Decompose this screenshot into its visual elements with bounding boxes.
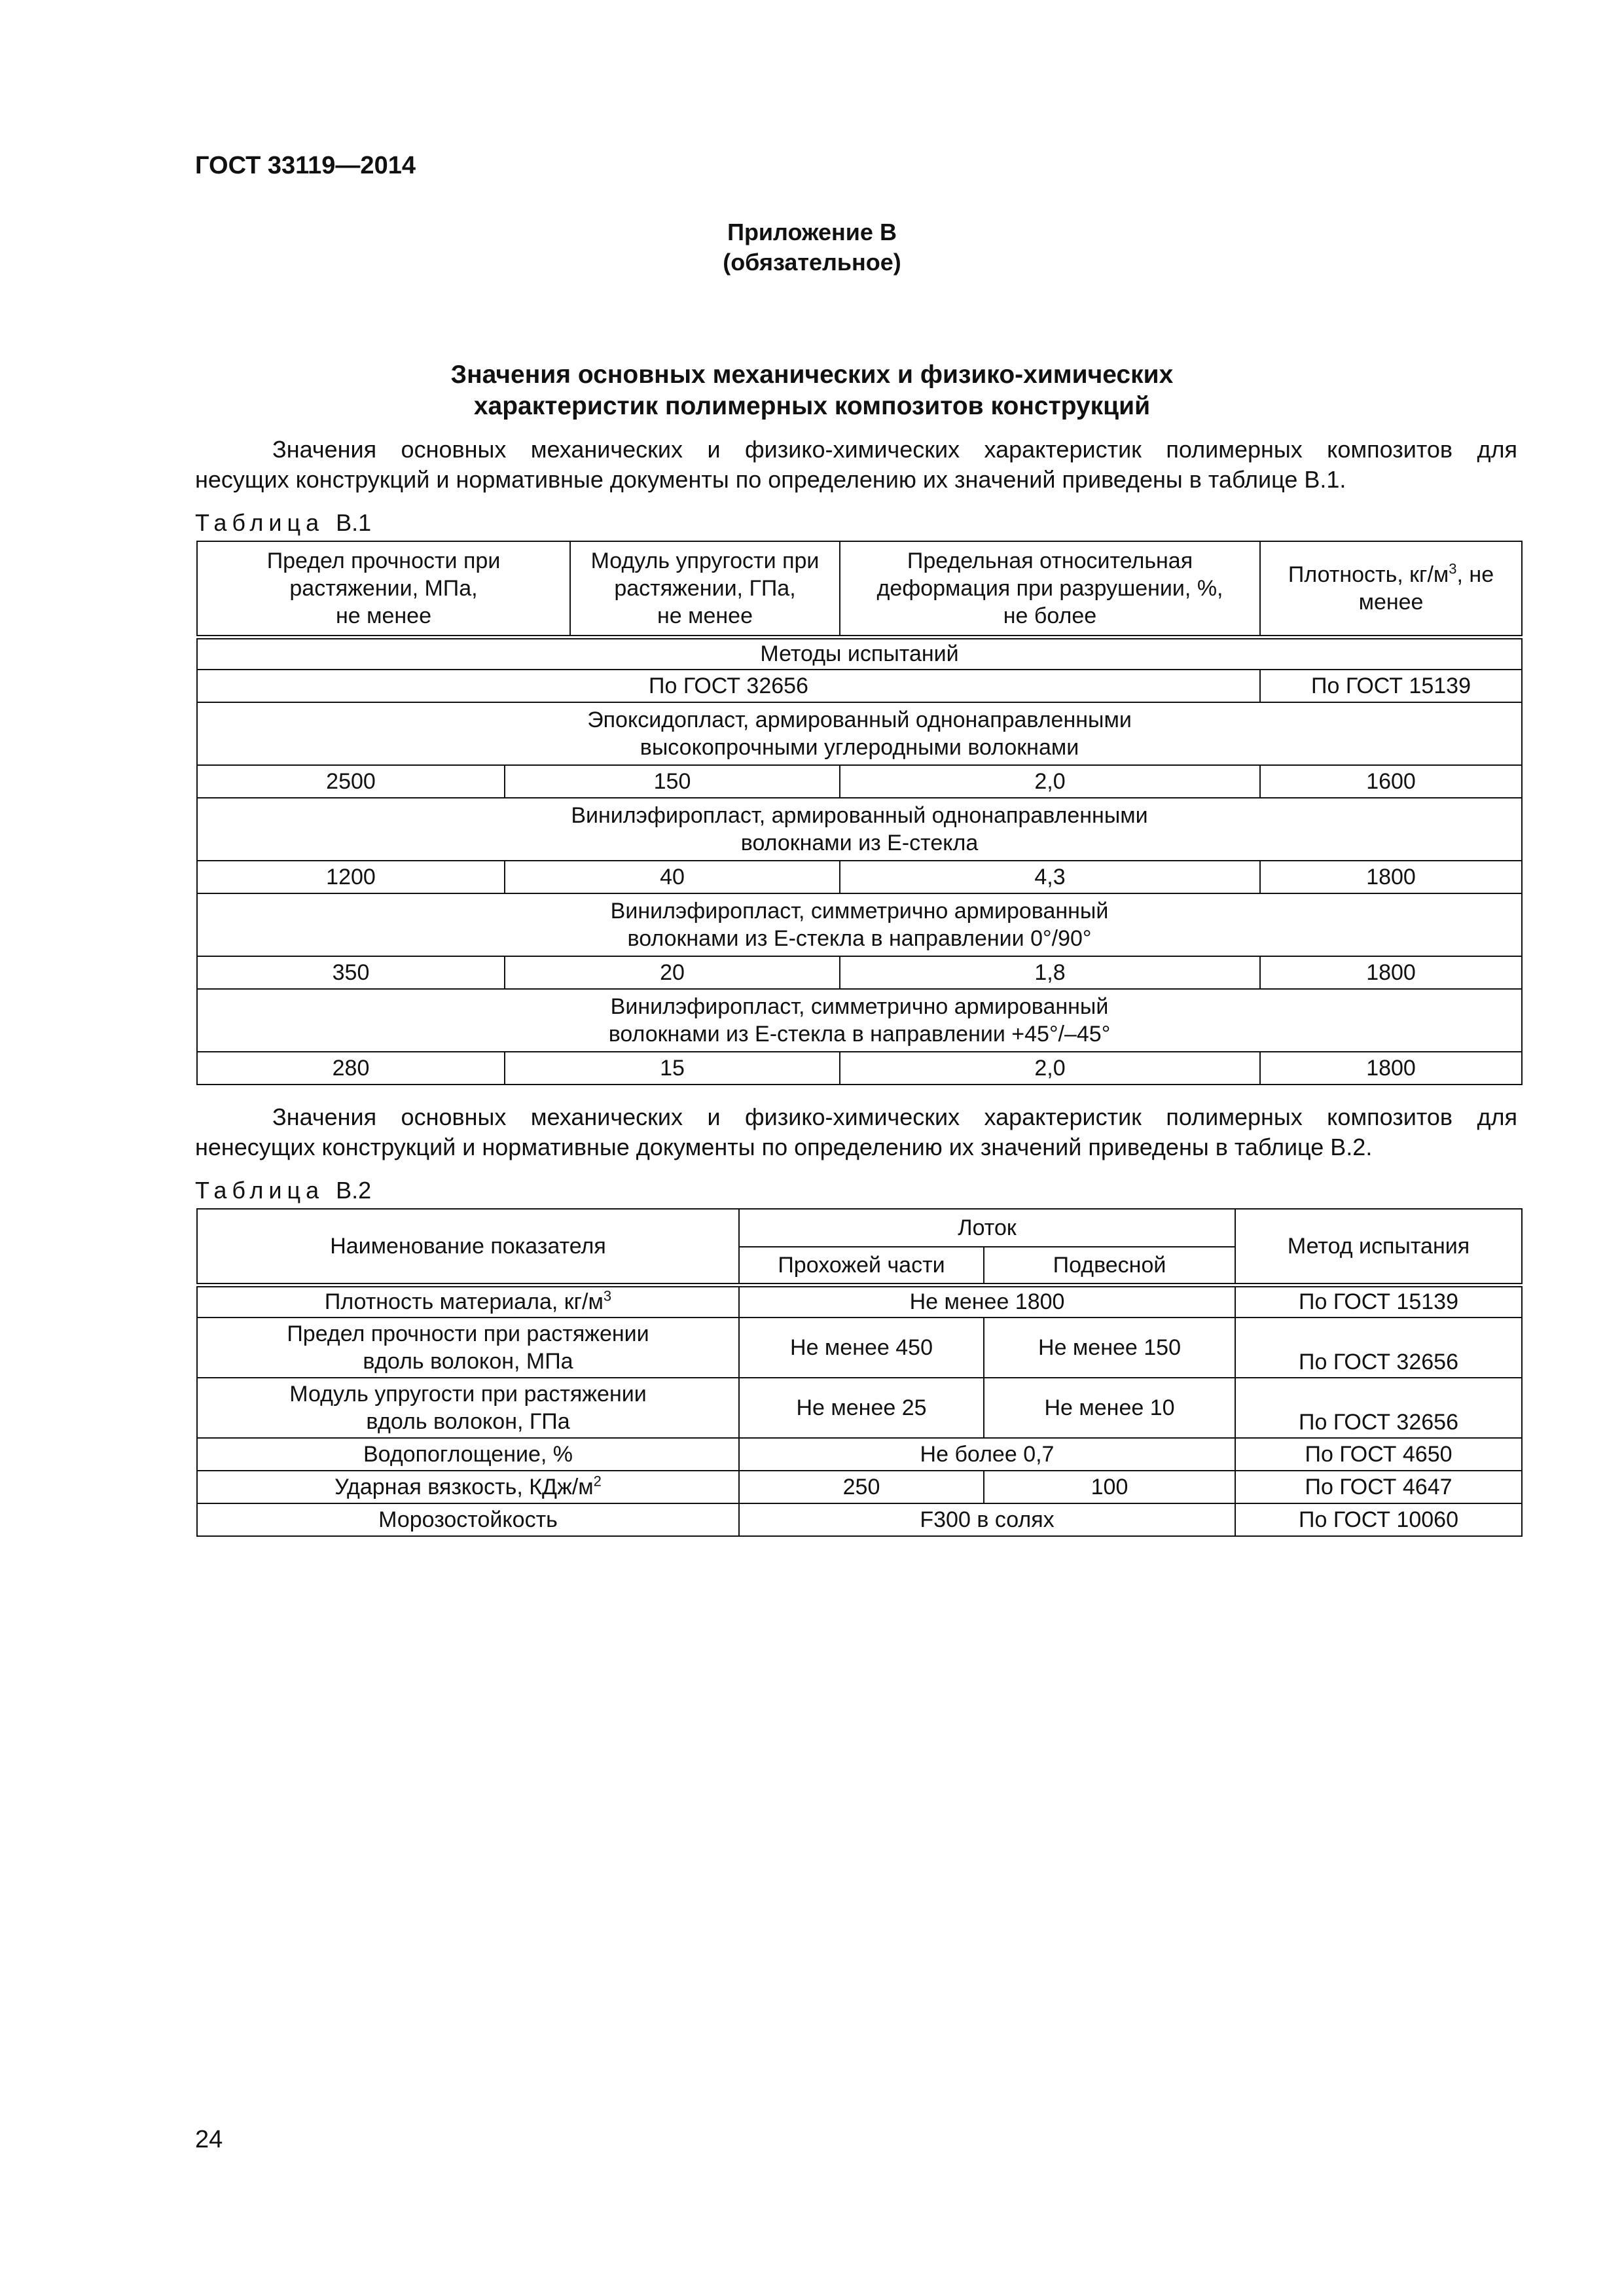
- indicator-name: Ударная вязкость, КДж/$м^2$: [197, 1471, 739, 1503]
- table-b1: [196, 541, 1523, 1085]
- value-density: 1800: [1260, 1052, 1522, 1085]
- section-title-line2: характеристик полимерных композитов конструкций: [473, 392, 1151, 420]
- table-row: [197, 1471, 1522, 1503]
- method-gost-15139: По ГОСТ 15139: [1260, 670, 1522, 702]
- standard-header: ГОСТ 33119—2014: [195, 152, 416, 179]
- value-ultimate-strain: 1,8: [840, 956, 1260, 989]
- value-density: 1800: [1260, 861, 1522, 893]
- indicator-name: Предел прочности при растяжении вдоль волокон, МПа: [197, 1318, 739, 1378]
- table2-caption: [195, 1177, 371, 1204]
- indicator-value-walkway: 250: [739, 1471, 984, 1503]
- material-name: Эпоксидопласт, армированный однонаправленными высокопрочными углеродными волокнами: [197, 702, 1522, 765]
- value-elastic-modulus: 20: [505, 956, 840, 989]
- table-row: [197, 1378, 1522, 1438]
- paragraph-line: несущих конструкций и нормативные документы по определению их значений приведены в таблице В.1.: [195, 466, 1346, 493]
- methods-label: Методы испытаний: [197, 637, 1522, 670]
- table-caption-number: В.1: [336, 509, 372, 536]
- value-tensile-strength: 280: [197, 1052, 505, 1085]
- method-gost-32656: По ГОСТ 32656: [197, 670, 1260, 702]
- indicator-method: По ГОСТ 4647: [1235, 1471, 1522, 1503]
- value-elastic-modulus: 15: [505, 1052, 840, 1085]
- intro-paragraph-1: [195, 435, 1517, 495]
- value-row: [197, 765, 1522, 798]
- value-row: [197, 956, 1522, 989]
- indicator-value-walkway: Не менее 25: [739, 1378, 984, 1438]
- table-row: [197, 1285, 1522, 1318]
- value-tensile-strength: 350: [197, 956, 505, 989]
- value-ultimate-strain: 4,3: [840, 861, 1260, 893]
- indicator-value: Не более 0,7: [739, 1438, 1235, 1471]
- table-caption-number: В.2: [336, 1177, 372, 1204]
- indicator-name: Плотность материала, $кг/м^3$: [197, 1285, 739, 1318]
- header-elastic-modulus: Модуль упругости при растяжении, ГПа, не менее: [570, 541, 840, 637]
- value-row: [197, 1052, 1522, 1085]
- table-row: [197, 1438, 1522, 1471]
- value-density: 1600: [1260, 765, 1522, 798]
- indicator-value-walkway: Не менее 450: [739, 1318, 984, 1378]
- header-test-method: Метод испытания: [1235, 1209, 1522, 1285]
- indicator-value: F300 в солях: [739, 1503, 1235, 1536]
- material-row: [197, 989, 1522, 1052]
- table-header-row: [197, 541, 1522, 637]
- indicator-name: Водопоглощение, %: [197, 1438, 739, 1471]
- value-ultimate-strain: 2,0: [840, 1052, 1260, 1085]
- paragraph-line: Значения основных механических и физико-химических характеристик полимерных композитов для: [272, 1103, 1517, 1130]
- intro-paragraph-2: [195, 1102, 1517, 1162]
- table-row: [197, 1318, 1522, 1378]
- header-suspended: Подвесной: [984, 1247, 1235, 1285]
- value-density: 1800: [1260, 956, 1522, 989]
- annex-title: Приложение В: [727, 219, 897, 245]
- table-header-row: [197, 1209, 1522, 1247]
- table1-caption: [195, 509, 371, 537]
- material-name: Винилэфиропласт, симметрично армированный волокнами из Е-стекла в направлении +45°/–45°: [197, 989, 1522, 1052]
- section-title-line1: Значения основных механических и физико-химических: [450, 361, 1174, 389]
- indicator-method: По ГОСТ 15139: [1235, 1285, 1522, 1318]
- value-elastic-modulus: 40: [505, 861, 840, 893]
- indicator-name: Морозостойкость: [197, 1503, 739, 1536]
- header-walkway: Прохожей части: [739, 1247, 984, 1285]
- indicator-value-suspended: Не менее 150: [984, 1318, 1235, 1378]
- indicator-method: По ГОСТ 10060: [1235, 1503, 1522, 1536]
- table-b2: [196, 1208, 1523, 1537]
- value-tensile-strength: 1200: [197, 861, 505, 893]
- annex-status: (обязательное): [723, 249, 901, 276]
- material-name: Винилэфиропласт, армированный однонаправленными волокнами из Е-стекла: [197, 798, 1522, 861]
- value-tensile-strength: 2500: [197, 765, 505, 798]
- table-caption-word: Таблица: [195, 1177, 325, 1204]
- material-row: [197, 702, 1522, 765]
- indicator-name: Модуль упругости при растяжении вдоль волокон, ГПа: [197, 1378, 739, 1438]
- header-tray: Лоток: [739, 1209, 1235, 1247]
- indicator-value-suspended: 100: [984, 1471, 1235, 1503]
- indicator-value-suspended: Не менее 10: [984, 1378, 1235, 1438]
- value-elastic-modulus: 150: [505, 765, 840, 798]
- material-row: [197, 798, 1522, 861]
- header-indicator-name: Наименование показателя: [197, 1209, 739, 1285]
- material-name: Винилэфиропласт, симметрично армированный волокнами из Е-стекла в направлении 0°/90°: [197, 893, 1522, 956]
- paragraph-line: ненесущих конструкций и нормативные документы по определению их значений приведены в таблице В.2.: [195, 1134, 1373, 1160]
- header-density: Плотность, $кг/м^3$, не менее: [1260, 541, 1522, 637]
- paragraph-line: Значения основных механических и физико-химических характеристик полимерных композитов для: [272, 436, 1517, 463]
- table-row: [197, 637, 1522, 670]
- table-row: [197, 670, 1522, 702]
- indicator-method: По ГОСТ 4650: [1235, 1438, 1522, 1471]
- indicator-value: Не менее 1800: [739, 1285, 1235, 1318]
- value-ultimate-strain: 2,0: [840, 765, 1260, 798]
- indicator-method: По ГОСТ 32656: [1235, 1378, 1522, 1438]
- table-caption-word: Таблица: [195, 509, 325, 536]
- page-number: 24: [195, 2126, 223, 2153]
- value-row: [197, 861, 1522, 893]
- material-row: [197, 893, 1522, 956]
- header-tensile-strength: Предел прочности при растяжении, МПа, не менее: [197, 541, 570, 637]
- indicator-method: По ГОСТ 32656: [1235, 1318, 1522, 1378]
- table-row: [197, 1503, 1522, 1536]
- header-ultimate-strain: Предельная относительная деформация при разрушении, %, не более: [840, 541, 1260, 637]
